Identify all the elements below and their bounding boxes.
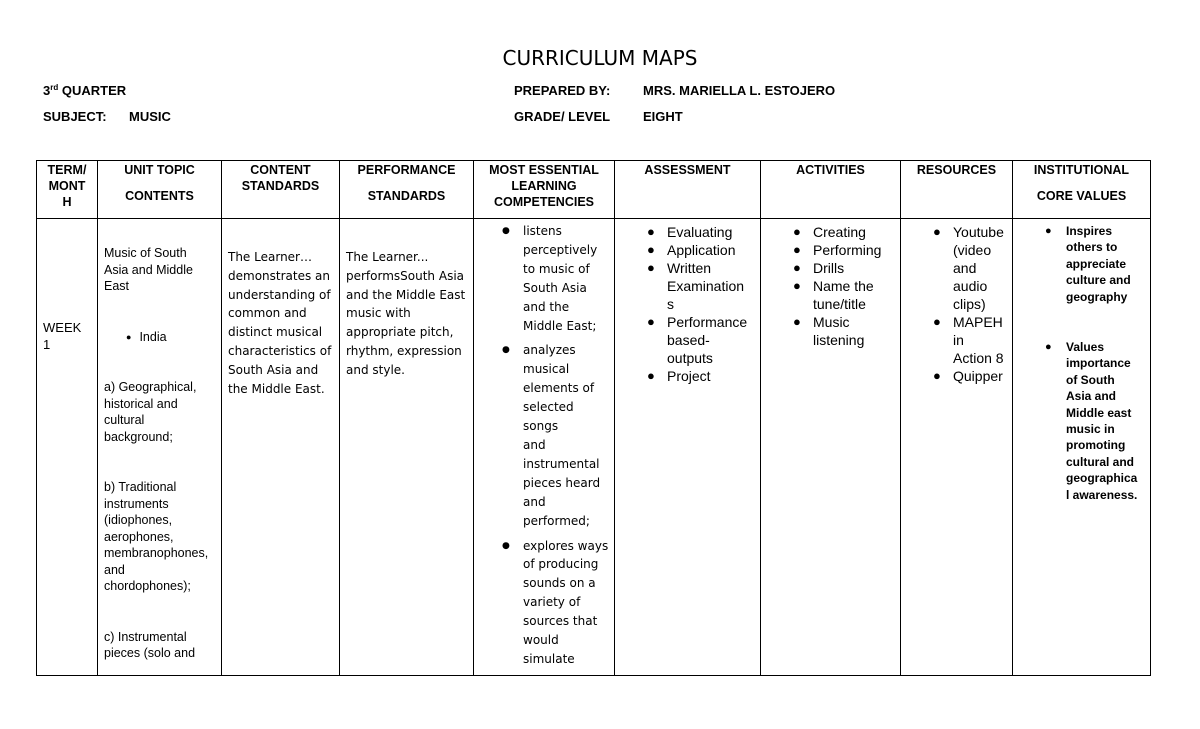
- content-standards-cell: The Learner… demonstrates an understanding of common and distinct musical characteristics of South Asia and the Middle East.: [222, 219, 340, 676]
- bullet-icon: ●: [793, 314, 801, 329]
- list-item: ● Project: [647, 368, 711, 384]
- prepared-by-label: PREPARED BY:: [514, 83, 611, 98]
- list-item: ● listens perceptively to music of South Asia and the Middle East;: [502, 224, 598, 333]
- list-item: ● Evaluating: [647, 224, 733, 240]
- col-header-performance-standards: PERFORMANCE STANDARDS: [340, 161, 474, 219]
- list-item: ● Name the tune/title: [793, 278, 874, 312]
- list-item: ● explores ways of producing sounds on a variety of sources that would simulate: [502, 538, 609, 666]
- table-header-row: [37, 161, 1151, 219]
- bullet-icon: ●: [502, 226, 510, 236]
- bullet-icon: ●: [933, 314, 941, 329]
- bullet-icon: ●: [126, 331, 132, 342]
- col-header-resources: RESOURCES: [901, 161, 1013, 219]
- bullet-icon: ●: [647, 314, 655, 329]
- bullet-icon: ●: [933, 224, 941, 239]
- bullet-icon: ●: [933, 368, 941, 383]
- list-item: ● Youtube (video and audio clips): [933, 224, 1004, 312]
- list-item: ● MAPEH in Action 8: [933, 314, 1004, 366]
- assessment-cell: [615, 219, 761, 676]
- resources-cell: [901, 219, 1013, 676]
- grade-level-value: EIGHT: [643, 109, 683, 124]
- bullet-icon: ●: [647, 260, 655, 275]
- bullet-icon: ●: [793, 242, 801, 257]
- list-item: ● Drills: [793, 260, 845, 276]
- performance-standards-cell: The Learner... performsSouth Asia and the Middle East music with appropriate pitch, rhythm, expression and style.: [340, 219, 474, 676]
- subject-label: SUBJECT:: [43, 109, 107, 124]
- grade-level-label: GRADE/ LEVEL: [514, 109, 611, 124]
- bullet-icon: ●: [647, 224, 655, 239]
- bullet-icon: ●: [647, 242, 655, 257]
- bullet-icon: ●: [1045, 225, 1052, 237]
- bullet-icon: ●: [502, 540, 510, 551]
- list-item: ● Performing: [793, 242, 882, 258]
- list-item: ● analyzes musical elements of selected songs and instrumental pieces heard and performed;: [502, 343, 601, 528]
- bullet-icon: ●: [1045, 341, 1052, 354]
- bullet-icon: ●: [793, 224, 801, 239]
- bullet-icon: ●: [793, 278, 801, 293]
- col-header-core-values: INSTITUTIONAL CORE VALUES: [1013, 161, 1151, 219]
- list-item: ● Written Examination s: [647, 260, 745, 312]
- bullet-icon: ●: [647, 368, 655, 383]
- curriculum-map-table: [36, 160, 1151, 676]
- bullet-icon: ●: [502, 345, 510, 356]
- list-item: ● India: [126, 329, 167, 344]
- term-cell: WEEK 1: [37, 219, 98, 676]
- list-item: ● Performance based- outputs: [647, 314, 748, 366]
- page-title: CURRICULUM MAPS: [502, 46, 698, 70]
- unit-topic-cell: Music of South Asia and Middle East ● India a) Geographical, historical and cultural background; b) Traditional instruments (idiophones, aerophones, membranophones, and chordophones); c) Instrumental pieces (solo and: [98, 219, 222, 676]
- list-item: ● Music listening: [793, 314, 865, 348]
- list-item: ● Values importance of South Asia and Middle east music in promoting cultural and geographica l awareness.: [1045, 340, 1138, 502]
- col-header-mel-competencies: MOST ESSENTIAL LEARNING COMPETENCIES: [474, 161, 615, 219]
- bullet-icon: ●: [793, 260, 801, 275]
- activities-cell: [761, 219, 901, 676]
- col-header-assessment: ASSESSMENT: [615, 161, 761, 219]
- col-header-activities: ACTIVITIES: [761, 161, 901, 219]
- quarter-label: 3rd QUARTER: [43, 83, 127, 98]
- table-row: [37, 219, 1151, 676]
- col-header-term: TERM/ MONT H: [37, 161, 98, 219]
- mel-competencies-cell: [474, 219, 615, 676]
- subject-value: MUSIC: [129, 109, 171, 124]
- col-header-content-standards: CONTENT STANDARDS: [222, 161, 340, 219]
- list-item: ● Quipper: [933, 368, 1003, 384]
- list-item: ● Creating: [793, 224, 866, 240]
- list-item: ● Inspires others to appreciate culture and geography: [1045, 224, 1131, 304]
- prepared-by-value: MRS. MARIELLA L. ESTOJERO: [643, 83, 836, 98]
- core-values-cell: [1013, 219, 1151, 676]
- col-header-unit-topic: UNIT TOPIC CONTENTS: [98, 161, 222, 219]
- list-item: ● Application: [647, 242, 736, 258]
